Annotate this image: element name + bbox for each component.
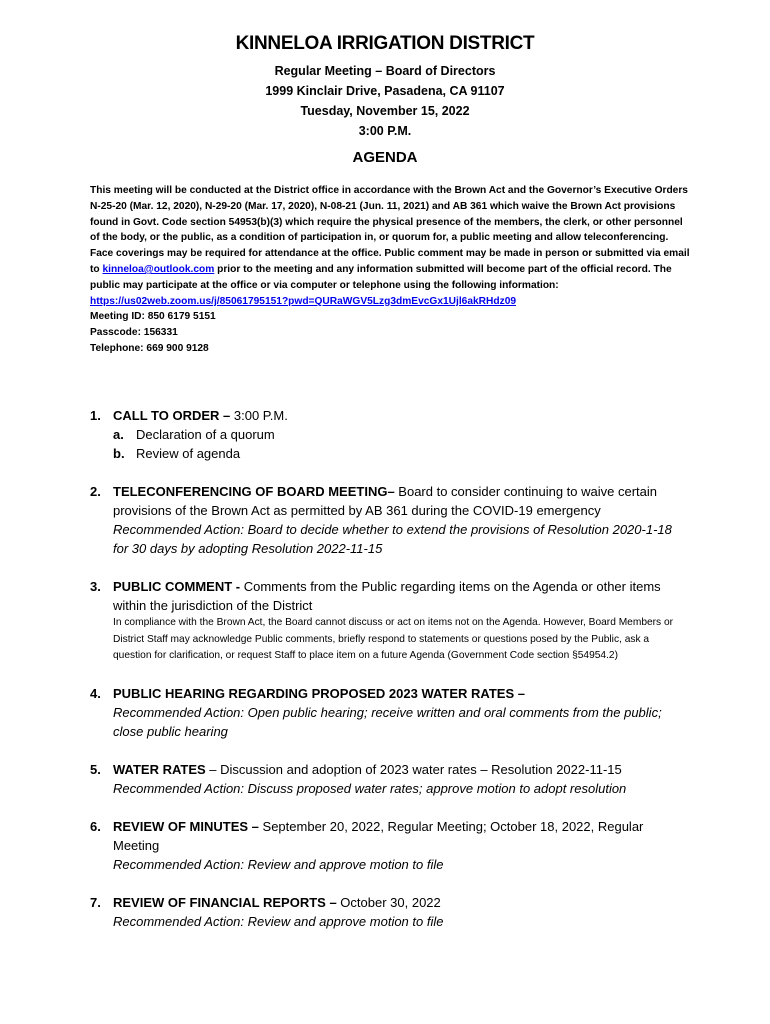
intro-section xyxy=(90,183,690,357)
agenda-item-financial-reports xyxy=(90,893,690,931)
agenda-item-public-hearing xyxy=(90,684,690,741)
item-desc: 3:00 P.M. xyxy=(233,408,288,423)
item-separator: – xyxy=(387,484,399,499)
item-label: TELECONFERENCING OF BOARD MEETING xyxy=(113,484,388,499)
item-heading xyxy=(113,684,690,703)
item-label: CALL TO ORDER xyxy=(113,408,220,423)
subitem-letter: a. xyxy=(113,427,124,442)
agenda-item-review-minutes xyxy=(90,817,690,874)
item-desc: Board to consider continuing to waive certain provisions of the Brown Act as permitted by AB 361 during the COVID-19 emergency xyxy=(113,484,658,518)
item-separator: – xyxy=(205,761,221,777)
recommended-action: Recommended Action: Review and approve motion to file xyxy=(113,913,444,929)
item-heading xyxy=(113,482,690,520)
item-heading xyxy=(113,893,690,912)
meeting-date: Tuesday, November 15, 2022 xyxy=(300,104,470,118)
email-link[interactable]: kinneloa@outlook.com xyxy=(102,263,215,275)
passcode: Passcode: 156331 xyxy=(90,327,178,339)
item-separator: – xyxy=(325,894,341,910)
intro-text-2: prior to the meeting and any information submitted will become part of the official record. The public may participate at the office or via computer or telephone using the following information: xyxy=(90,263,672,291)
subitem-text: Declaration of a quorum xyxy=(136,427,275,442)
item-number: 4. xyxy=(90,685,101,701)
item-separator: – xyxy=(219,408,234,423)
recommended-action: Recommended Action: Discuss proposed water rates; approve motion to adopt resolution xyxy=(113,780,627,796)
item-label: REVIEW OF FINANCIAL REPORTS xyxy=(113,894,326,910)
item-separator: – xyxy=(248,818,263,834)
meeting-time: 3:00 P.M. xyxy=(358,124,412,138)
subitem-review-agenda xyxy=(113,444,690,463)
subitem-letter: b. xyxy=(113,446,125,461)
agenda-item-water-rates xyxy=(90,760,690,798)
item-desc: October 30, 2022 xyxy=(340,894,441,910)
subitem-quorum xyxy=(113,425,690,444)
recommended-action: Recommended Action: Board to decide whether to extend the provisions of Resolution 2020-1-18 for 30 days by adopting Resolution 2022-11-15 xyxy=(113,522,672,556)
meeting-id: Meeting ID: 850 6179 5151 xyxy=(90,311,216,323)
item-number: 6. xyxy=(90,818,101,834)
document-header xyxy=(0,33,770,141)
intro-paragraph xyxy=(90,183,690,294)
agenda-heading: AGENDA xyxy=(352,149,418,166)
brown-act-note: In compliance with the Brown Act, the Board cannot discuss or act on items not on the Agenda. However, Board Members or District Staff may acknowledge Public comments, briefly respond to statements or questions posed by the Public, ask a question for clarification, or request Staff to place item on a future Agenda (Government Code section §54954.2) xyxy=(113,617,674,661)
agenda-item-call-to-order xyxy=(90,406,690,463)
agenda-item-teleconferencing xyxy=(90,482,690,558)
item-desc: September 20, 2022, Regular Meeting; October 18, 2022, Regular Meeting xyxy=(113,818,644,853)
item-heading xyxy=(113,577,690,615)
district-title: KINNELOA IRRIGATION DISTRICT xyxy=(235,33,535,54)
zoom-link[interactable]: https://us02web.zoom.us/j/85061795151?pwd=QURaWGV5Lzg3dmEvcGx1Ujl6akRHdz09 xyxy=(90,295,517,307)
item-heading xyxy=(113,406,690,425)
item-number: 3. xyxy=(90,579,101,594)
item-heading xyxy=(113,817,690,855)
item-number: 5. xyxy=(90,761,101,777)
item-desc: Discussion and adoption of 2023 water rates – Resolution 2022-11-15 xyxy=(220,761,622,777)
recommended-action: Recommended Action: Open public hearing; receive written and oral comments from the public; close public hearing xyxy=(113,704,662,739)
item-label: WATER RATES xyxy=(113,761,206,777)
item-number: 1. xyxy=(90,408,101,423)
item-label: PUBLIC HEARING REGARDING PROPOSED 2023 WATER RATES – xyxy=(113,685,525,701)
subitem-text: Review of agenda xyxy=(136,446,241,461)
meeting-address: 1999 Kinclair Drive, Pasadena, CA 91107 xyxy=(265,84,505,98)
recommended-action: Recommended Action: Review and approve motion to file xyxy=(113,856,444,872)
item-heading xyxy=(113,760,690,779)
item-number: 2. xyxy=(90,484,101,499)
telephone: Telephone: 669 900 9128 xyxy=(90,342,209,354)
item-number: 7. xyxy=(90,894,101,910)
meeting-type: Regular Meeting – Board of Directors xyxy=(274,64,496,78)
item-desc: Comments from the Public regarding items on the Agenda or other items within the jurisdiction of the District xyxy=(113,579,661,613)
item-label: REVIEW OF MINUTES xyxy=(113,818,249,834)
agenda-item-public-comment xyxy=(90,577,690,665)
agenda-items xyxy=(90,406,690,950)
item-label: PUBLIC COMMENT - xyxy=(113,579,241,594)
intro-text-1: This meeting will be conducted at the District office in accordance with the Brown Act and the Governor’s Executive Orders N-25-20 (Mar. 12, 2020), N-29-20 (Mar. 17, 2020), N-08-21 (Jun. 11, 2021) and AB 361 which waive the Brown Act provisions found in Govt. Code section 54953(b)(3) which require the physical presence of the members, the clerk, or other personnel of the body, or the public, as a condition of participation in, or quorum for, a public meeting and allow teleconferencing. Face coverings may be required for attendance at the office. Public comment may be made in person or submitted via email to xyxy=(90,185,690,275)
